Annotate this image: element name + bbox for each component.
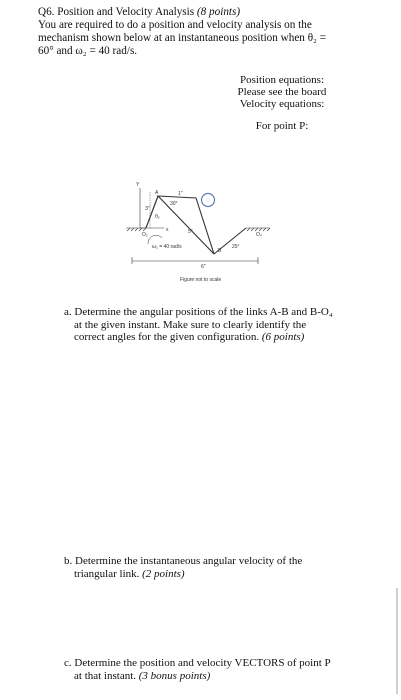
point-p-marker <box>202 194 215 207</box>
see-board-note: Please see the board <box>237 86 327 98</box>
question-header <box>38 6 358 58</box>
ground-hatch-right <box>246 228 270 231</box>
mechanism-diagram <box>118 178 278 290</box>
label-x: x <box>166 227 169 233</box>
link-o2-a <box>146 196 158 228</box>
mechanism-figure <box>118 178 278 290</box>
velocity-equations-label: Velocity equations: <box>239 98 325 110</box>
label-25deg: 25° <box>232 244 240 250</box>
label-6in: 6" <box>201 264 206 270</box>
figure-caption: Figure not to scale <box>180 277 222 283</box>
label-o2: O₂ <box>142 232 148 238</box>
label-3in: 3" <box>145 206 150 212</box>
question-c-line-1: c. Determine the position and velocity VECTORS of point P <box>64 657 331 669</box>
question-b-line-1: b. Determine the instantaneous angular velocity of the <box>64 555 303 567</box>
question-c <box>64 657 364 682</box>
question-title-line <box>38 6 358 19</box>
ground-hatch-left <box>126 228 146 231</box>
omega-arc <box>148 235 162 244</box>
question-points: (8 points) <box>196 6 241 18</box>
scrollbar[interactable] <box>396 588 398 694</box>
question-a-line-3 <box>64 331 364 344</box>
label-theta2: θ₂ <box>155 214 160 220</box>
question-b-line-2 <box>64 568 364 581</box>
question-title: Q6. Position and Velocity Analysis <box>38 6 195 18</box>
label-y: Y <box>136 182 140 188</box>
question-c-points: (3 bonus points) <box>138 669 211 682</box>
question-intro-line-2: You are required to do a position and velocity analysis on the <box>38 19 312 31</box>
side-notes <box>212 74 352 132</box>
label-1in: 1" <box>178 191 183 197</box>
question-b <box>64 555 364 580</box>
question-a <box>64 306 364 344</box>
label-b: B <box>218 248 222 254</box>
label-5in: 5" <box>188 229 193 235</box>
for-point-p-label: For point P: <box>255 120 309 132</box>
question-b-text-2: triangular link. <box>74 567 140 580</box>
question-c-text-2: at that instant. <box>74 669 137 682</box>
question-b-points: (2 points) <box>142 567 185 580</box>
label-a: A <box>155 190 159 196</box>
question-a-text-3: correct angles for the given configuration. <box>74 331 260 343</box>
label-omega: ω₂ = 40 rad/s <box>152 244 182 250</box>
question-a-line-2: at the given instant. Make sure to clearly identify the <box>74 318 307 331</box>
question-intro-line-3: mechanism shown below at an instantaneous position when θ₂ = <box>38 32 327 44</box>
question-c-line-2 <box>64 670 364 683</box>
label-o4: O₄ <box>256 232 262 238</box>
position-equations-label: Position equations: <box>239 74 325 86</box>
question-a-line-1: a. Determine the angular positions of the links A-B and B-O₄ <box>64 306 333 318</box>
question-intro-line-4: 60° and ω₂ = 40 rad/s. <box>38 45 138 57</box>
question-a-points: (6 points) <box>261 331 305 343</box>
label-30deg: 30° <box>170 201 178 207</box>
